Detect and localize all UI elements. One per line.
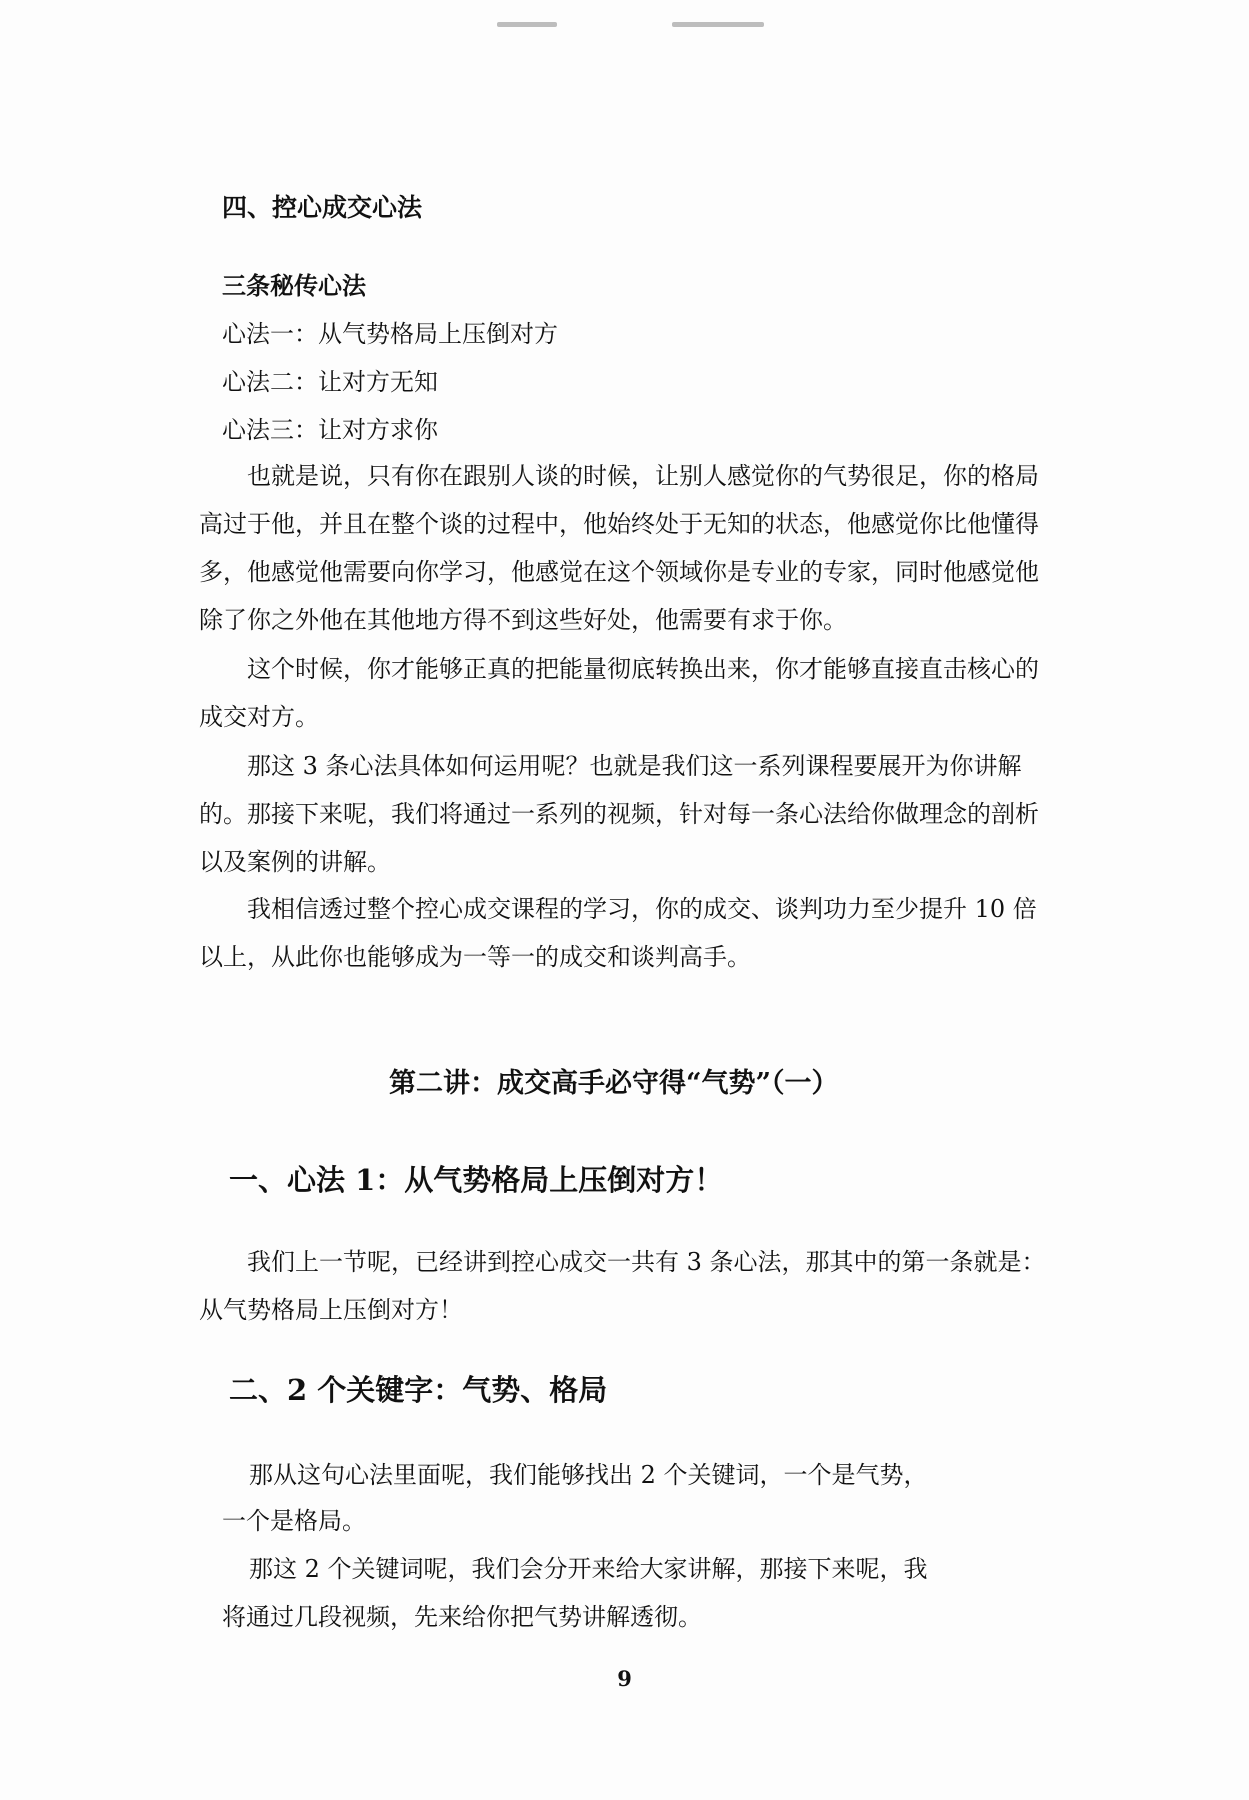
body-text: 那这 3 条心法具体如何运用呢？也就是我们这一系列课程要展开为你讲解 xyxy=(247,752,1022,780)
body-text: 一个是格局。 xyxy=(222,1507,366,1535)
body-text: 的。那接下来呢，我们将通过一系列的视频，针对每一条心法给你做理念的剖析 xyxy=(199,800,1039,828)
body-text: 除了你之外他在其他地方得不到这些好处，他需要有求于你。 xyxy=(199,606,847,634)
method-item: 心法三：让对方求你 xyxy=(222,416,438,444)
section-heading: 四、控心成交心法 xyxy=(222,193,423,222)
method-item: 心法一：从气势格局上压倒对方 xyxy=(222,320,558,348)
body-text: 以及案例的讲解。 xyxy=(199,848,391,876)
body-text: 从气势格局上压倒对方！ xyxy=(199,1296,463,1324)
subheading: 三条秘传心法 xyxy=(222,271,366,300)
body-text: 我们上一节呢，已经讲到控心成交一共有 3 条心法，那其中的第一条就是： xyxy=(247,1248,1046,1276)
lecture-title: 第二讲：成交高手必守得“气势”（一） xyxy=(389,1068,839,1099)
body-text: 将通过几段视频，先来给你把气势讲解透彻。 xyxy=(222,1603,702,1631)
body-text: 以上，从此你也能够成为一等一的成交和谈判高手。 xyxy=(199,943,751,971)
page-number: 9 xyxy=(617,1666,632,1691)
body-text: 那这 2 个关键词呢，我们会分开来给大家讲解，那接下来呢，我 xyxy=(249,1555,928,1583)
body-text: 成交对方。 xyxy=(199,703,319,731)
part-heading: 一、心法 1：从气势格局上压倒对方！ xyxy=(229,1163,724,1197)
scan-artifact xyxy=(672,22,764,27)
method-item: 心法二：让对方无知 xyxy=(222,368,438,396)
scan-artifact xyxy=(497,22,557,27)
part-heading: 二、2 个关键字：气势、格局 xyxy=(229,1373,608,1407)
body-text: 那从这句心法里面呢，我们能够找出 2 个关键词，一个是气势， xyxy=(249,1461,928,1489)
body-text: 也就是说，只有你在跟别人谈的时候，让别人感觉你的气势很足，你的格局 xyxy=(247,462,1039,490)
body-text: 多，他感觉他需要向你学习，他感觉在这个领域你是专业的专家，同时他感觉他 xyxy=(199,558,1039,586)
body-text: 高过于他，并且在整个谈的过程中，他始终处于无知的状态，他感觉你比他懂得 xyxy=(199,510,1039,538)
body-text: 这个时候，你才能够正真的把能量彻底转换出来，你才能够直接直击核心的 xyxy=(247,655,1039,683)
body-text: 我相信透过整个控心成交课程的学习，你的成交、谈判功力至少提升 10 倍 xyxy=(247,895,1037,923)
